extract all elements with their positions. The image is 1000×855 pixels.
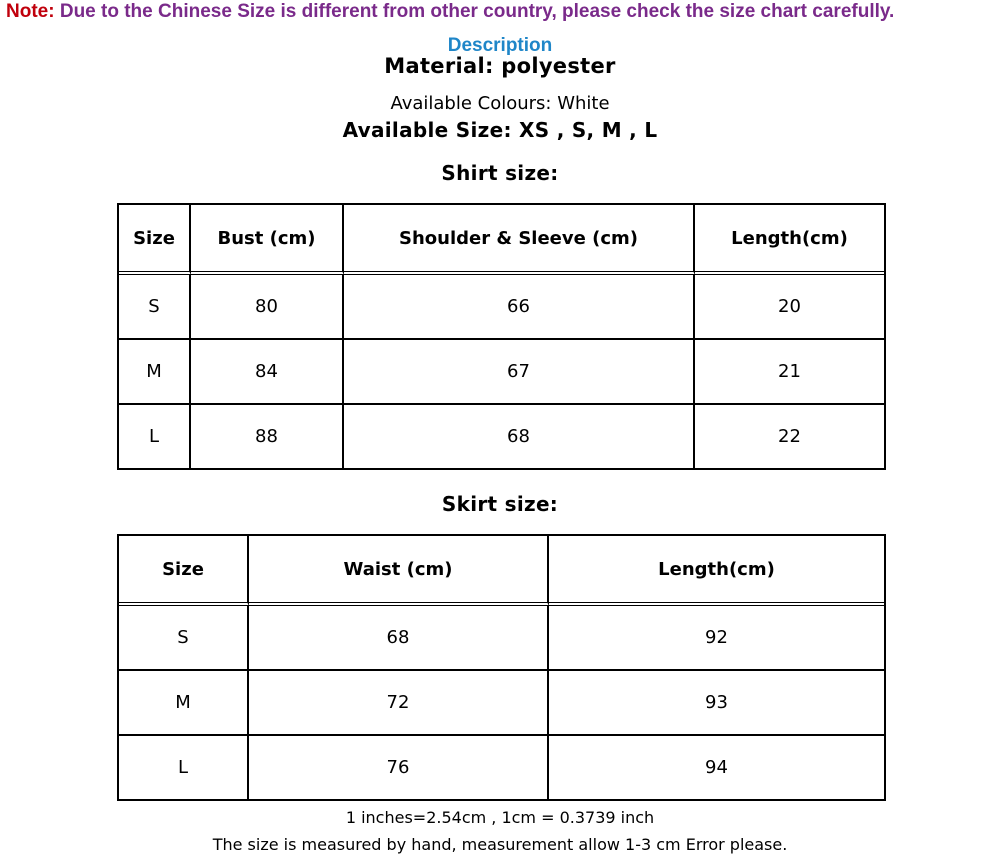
table-row xyxy=(119,606,884,669)
table-cell-length: 93 xyxy=(549,669,884,734)
table-cell-length: 94 xyxy=(549,734,884,799)
table-header-row xyxy=(119,536,884,606)
column-header-length: Length(cm) xyxy=(695,205,884,275)
table-cell-bust: 84 xyxy=(191,338,344,403)
table-cell-shoulder-sleeve: 67 xyxy=(344,338,695,403)
column-header-waist: Waist (cm) xyxy=(249,536,549,606)
available-sizes-line: Available Size: XS , S, M , L xyxy=(342,118,658,142)
table-cell-shoulder-sleeve: 68 xyxy=(344,403,695,468)
table-cell-length: 22 xyxy=(695,403,884,468)
table-cell-size: L xyxy=(119,734,249,799)
table-cell-waist: 76 xyxy=(249,734,549,799)
table-cell-length: 21 xyxy=(695,338,884,403)
table-cell-size: M xyxy=(119,669,249,734)
column-header-size: Size xyxy=(119,536,249,606)
shirt-size-heading: Shirt size: xyxy=(441,161,559,185)
column-header-length: Length(cm) xyxy=(549,536,884,606)
size-note xyxy=(6,0,894,24)
unit-conversion-note: 1 inches=2.54cm , 1cm = 0.3739 inch xyxy=(345,808,655,827)
table-cell-length: 92 xyxy=(705,627,728,648)
table-row xyxy=(119,338,884,403)
shirt-size-table xyxy=(117,203,886,470)
skirt-size-heading: Skirt size: xyxy=(441,492,559,516)
table-cell-bust: 80 xyxy=(191,275,344,338)
table-cell-length: 20 xyxy=(778,296,801,317)
table-cell-size: M xyxy=(119,338,191,403)
material-line: Material: polyester xyxy=(384,54,616,78)
skirt-size-table xyxy=(117,534,886,801)
description-title: Description xyxy=(447,35,553,56)
table-row xyxy=(119,403,884,468)
table-cell-waist: 72 xyxy=(249,669,549,734)
table-row xyxy=(119,734,884,799)
table-cell-size: S xyxy=(119,606,249,669)
table-cell-waist: 68 xyxy=(249,606,549,669)
table-cell-shoulder-sleeve: 66 xyxy=(344,275,695,338)
column-header-size: Size xyxy=(119,205,191,275)
column-header-shoulder-sleeve: Shoulder & Sleeve (cm) xyxy=(344,205,695,275)
note-text: Due to the Chinese Size is different from other country, please check the size chart carefully. xyxy=(59,1,895,22)
table-row xyxy=(119,669,884,734)
measurement-error-note: The size is measured by hand, measurement allow 1-3 cm Error please. xyxy=(212,835,788,854)
table-row xyxy=(119,275,884,338)
column-header-bust: Bust (cm) xyxy=(191,205,344,275)
note-label: Note: xyxy=(6,1,55,22)
table-header-row xyxy=(119,205,884,275)
table-cell-bust: 88 xyxy=(191,403,344,468)
table-cell-size: S xyxy=(119,275,191,338)
available-colours-line: Available Colours: White xyxy=(390,93,610,114)
table-cell-size: L xyxy=(119,403,191,468)
